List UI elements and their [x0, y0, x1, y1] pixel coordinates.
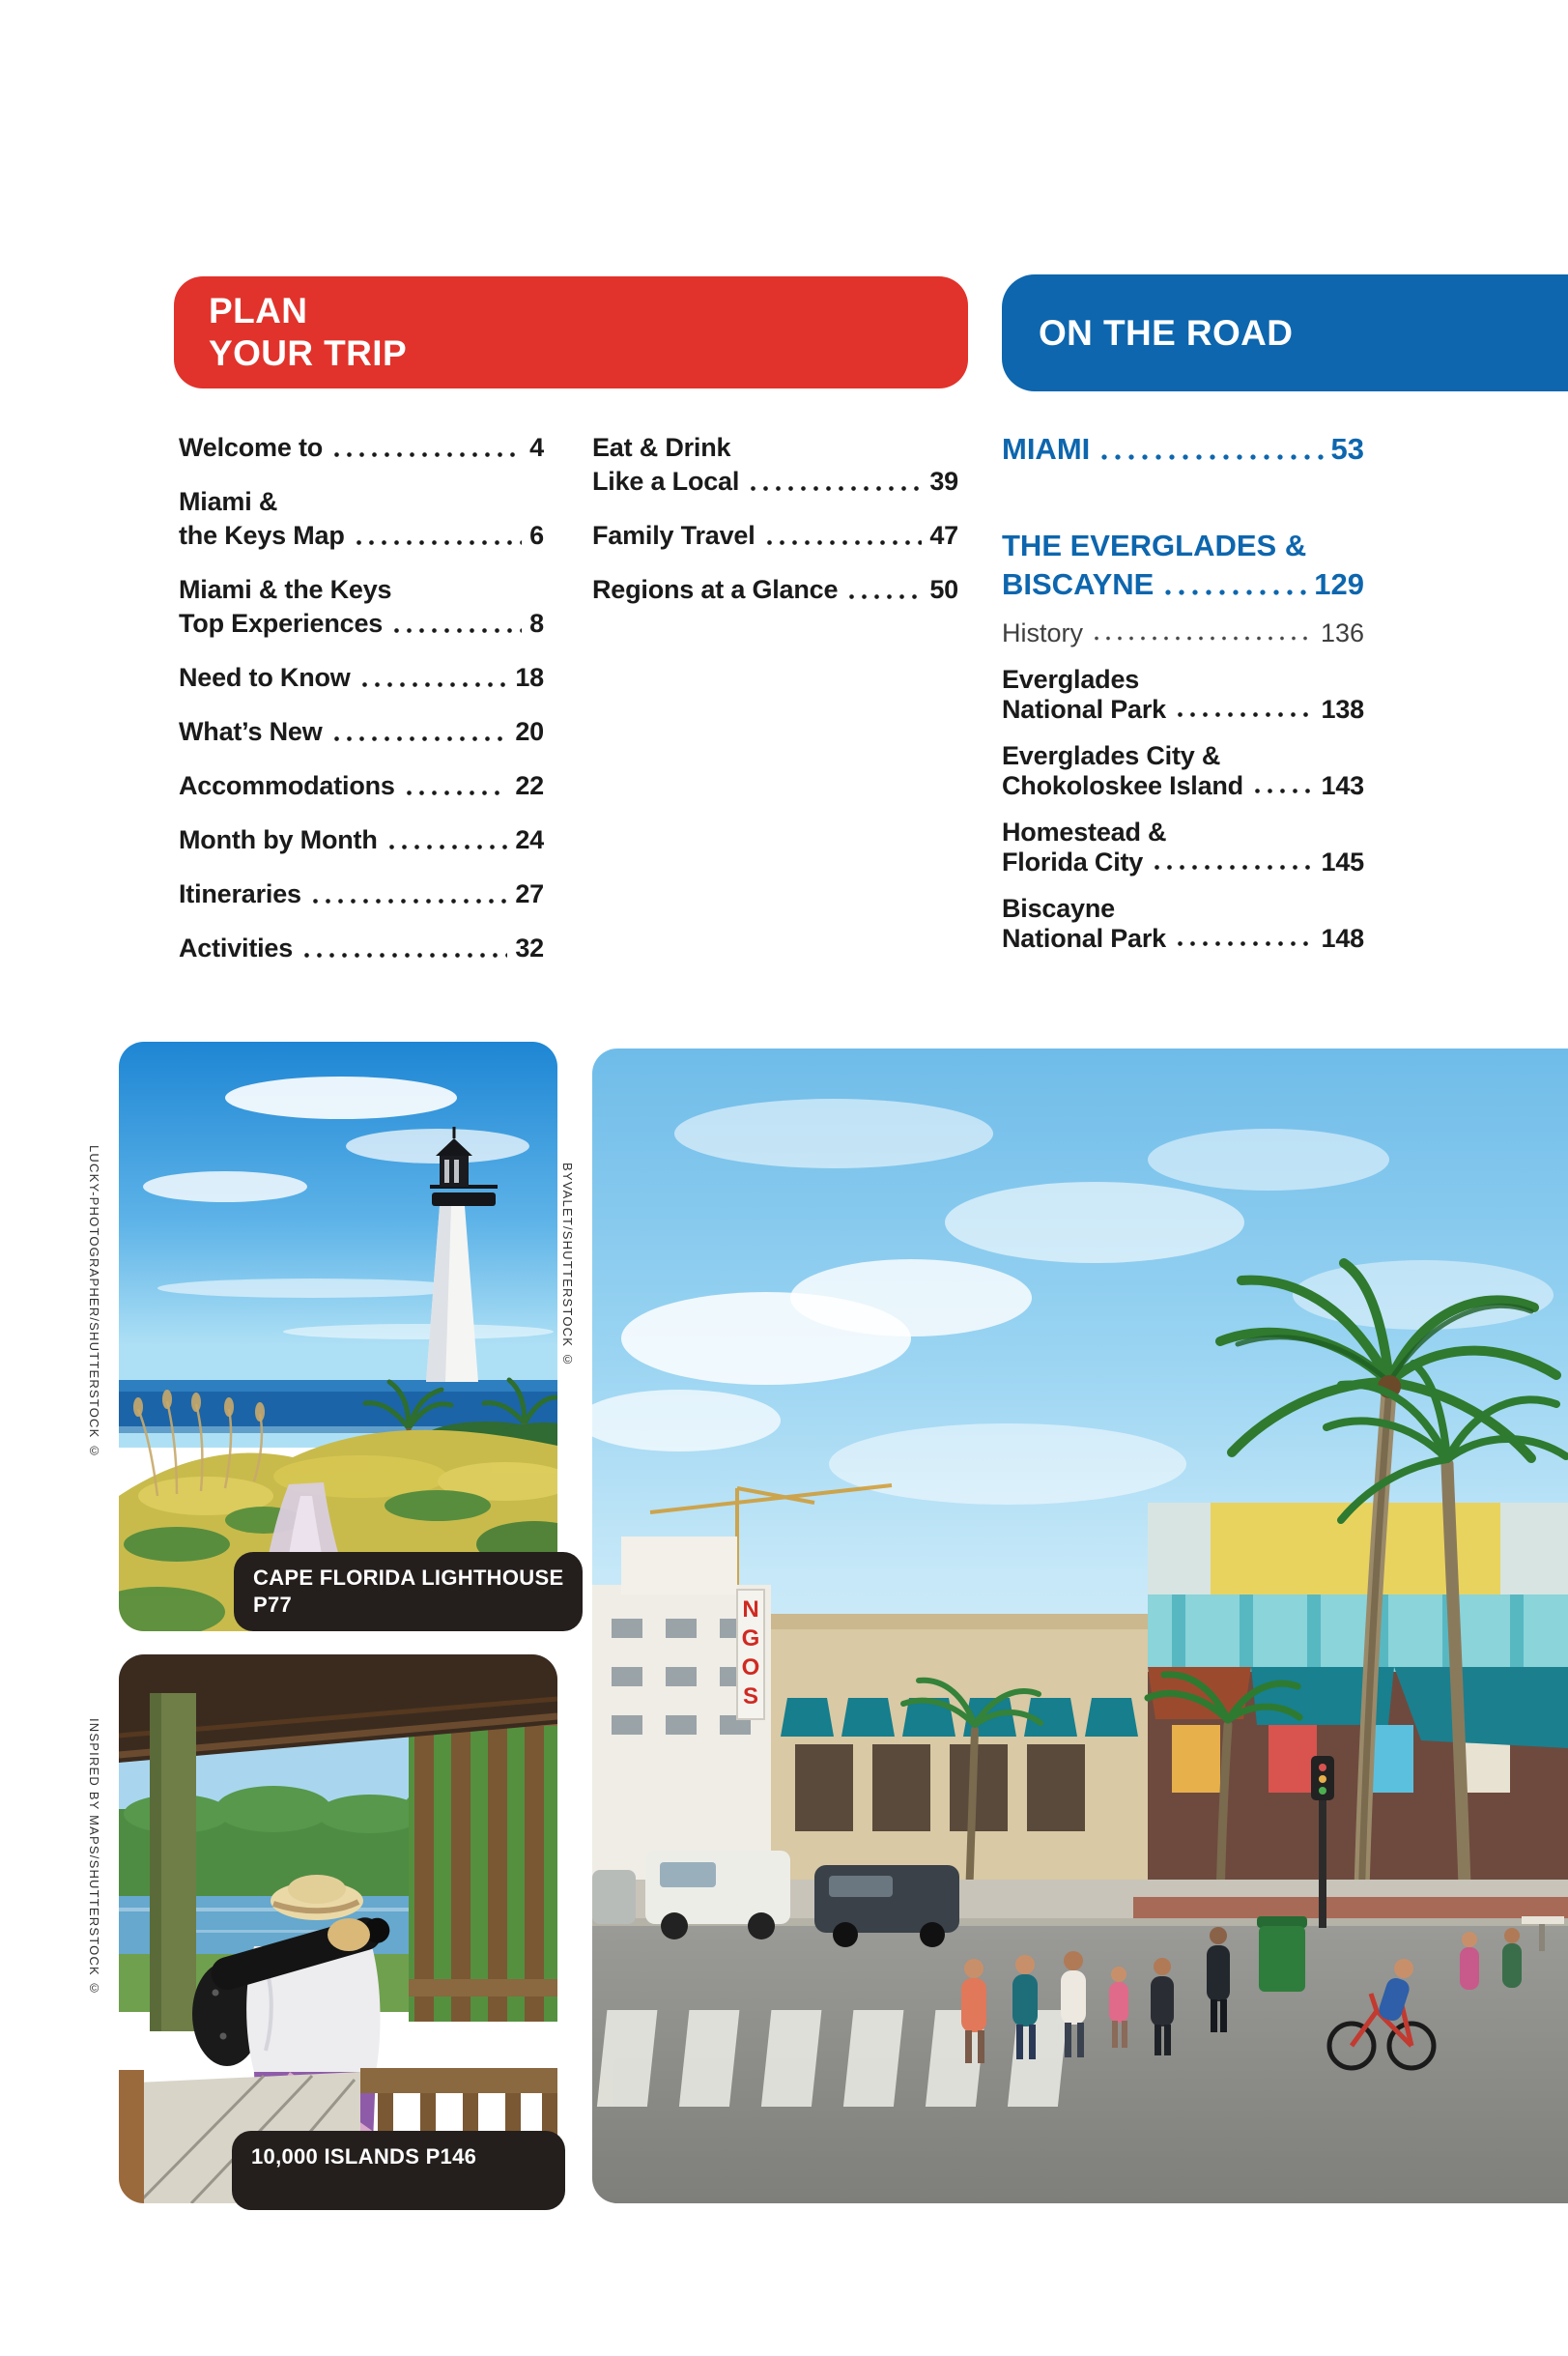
- toc-entry: [1002, 430, 1364, 469]
- toc-entry-label: Biscayne: [1002, 894, 1115, 923]
- page-number: 39: [929, 467, 958, 496]
- toc-entry-line: [179, 769, 544, 803]
- toc-entry-line: [1002, 527, 1364, 565]
- toc-entry: [179, 715, 544, 749]
- toc-entry-line: [179, 877, 544, 911]
- page-number: 4: [529, 433, 544, 462]
- dot-leader: [1172, 924, 1314, 954]
- toc-entry-label: Miami & the Keys: [179, 575, 392, 604]
- toc-entry-line: [1002, 618, 1364, 648]
- toc-entry: [179, 823, 544, 857]
- toc-entry: [179, 485, 544, 553]
- toc-entry-line: [1002, 894, 1364, 924]
- on-the-road-header: [1002, 274, 1568, 391]
- photo-caption-cape-florida: [234, 1552, 583, 1631]
- photo-credit: INSPIRED BY MAPS/SHUTTERSTOCK ©: [87, 1718, 101, 1997]
- toc-column-middle: [592, 431, 958, 627]
- toc-column-left: [179, 431, 544, 986]
- page-number: 6: [529, 521, 544, 550]
- toc-entry: [179, 769, 544, 803]
- page-number: 24: [515, 825, 544, 854]
- toc-entry-line: [1002, 430, 1364, 469]
- toc-entry-label: THE EVERGLADES &: [1002, 529, 1307, 562]
- toc-entry: [592, 431, 958, 499]
- dot-leader: [384, 823, 508, 857]
- toc-entry: [1002, 527, 1364, 604]
- page-number: 8: [529, 609, 544, 638]
- toc-column-right: [1002, 430, 1364, 970]
- page-number: 18: [515, 663, 544, 692]
- page-number: 20: [515, 717, 544, 746]
- toc-entry-line: [592, 431, 958, 465]
- toc-entry-line: [1002, 741, 1364, 771]
- toc-entry: [1002, 818, 1364, 877]
- toc-entry-line: [179, 932, 544, 965]
- toc-entry: [592, 519, 958, 553]
- toc-entry: [1002, 665, 1364, 725]
- road-header-label: ON THE ROAD: [1039, 312, 1294, 353]
- toc-entry-label: Month by Month: [179, 825, 378, 854]
- plan-header-line-1: PLAN: [209, 291, 308, 330]
- toc-entry: [179, 877, 544, 911]
- toc-entry-line: [179, 431, 544, 465]
- toc-entry: [592, 573, 958, 607]
- toc-entry-label: Regions at a Glance: [592, 575, 839, 604]
- photo-cape-florida-lighthouse: [119, 1042, 564, 1631]
- caption-line-1: 10,000 ISLANDS P146: [251, 2144, 477, 2169]
- toc-entry-label: the Keys Map: [179, 521, 345, 550]
- dot-leader: [761, 519, 923, 553]
- dot-leader: [1172, 695, 1314, 725]
- toc-entry-line: [179, 823, 544, 857]
- toc-entry-label: Top Experiences: [179, 609, 384, 638]
- dot-leader: [1249, 771, 1314, 801]
- dot-leader: [328, 431, 522, 465]
- dot-leader: [351, 519, 523, 553]
- toc-entry-label: What’s New: [179, 717, 323, 746]
- photo-miami-street: [592, 1049, 1568, 2203]
- toc-entry: [1002, 618, 1364, 648]
- page-number: 53: [1330, 432, 1364, 466]
- caption-line-1: CAPE FLORIDA LIGHTHOUSE: [253, 1566, 564, 1590]
- street-photo-art: [592, 1049, 1568, 2203]
- page-number: 145: [1321, 848, 1364, 876]
- dot-leader: [1149, 848, 1313, 877]
- toc-entry-label: Eat & Drink: [592, 433, 731, 462]
- dot-leader: [843, 573, 922, 607]
- svg-text:NGOS: N G O S: [741, 1596, 760, 1710]
- toc-entry-line: [1002, 695, 1364, 725]
- dot-leader: [356, 661, 508, 695]
- toc-entry-label: Miami &: [179, 487, 278, 516]
- toc-entry: [179, 431, 544, 465]
- toc-entry: [1002, 894, 1364, 954]
- toc-entry-label: Need to Know: [179, 663, 351, 692]
- dot-leader: [1159, 565, 1306, 604]
- page-number: 138: [1321, 695, 1364, 724]
- page-number: 47: [929, 521, 958, 550]
- toc-entry-label: Everglades: [1002, 665, 1140, 694]
- toc-entry-line: [179, 519, 544, 553]
- toc-entry-line: [592, 519, 958, 553]
- plan-header-line-2: YOUR TRIP: [209, 333, 408, 373]
- dot-leader: [401, 769, 508, 803]
- dot-leader: [299, 932, 507, 965]
- toc-entry-line: [1002, 924, 1364, 954]
- dot-leader: [1089, 618, 1313, 648]
- page-number: 148: [1321, 924, 1364, 953]
- page-number: 50: [929, 575, 958, 604]
- dot-leader: [307, 877, 507, 911]
- toc-entry-label: History: [1002, 618, 1084, 647]
- toc-entry-label: Activities: [179, 934, 294, 963]
- toc-entry-line: [179, 661, 544, 695]
- dot-leader: [1096, 430, 1323, 469]
- toc-entry-label: Everglades City &: [1002, 741, 1221, 770]
- toc-entry-line: [179, 715, 544, 749]
- toc-entry-label: Florida City: [1002, 848, 1144, 876]
- photo-caption-ten-thousand-islands: [232, 2131, 565, 2210]
- photo-ten-thousand-islands: [119, 1654, 557, 2203]
- page-number: 32: [515, 934, 544, 963]
- page-number: 136: [1320, 618, 1364, 647]
- page-number: 22: [515, 771, 544, 800]
- toc-entry-label: Itineraries: [179, 879, 301, 908]
- toc-entry-line: [179, 607, 544, 641]
- toc-entry-label: Accommodations: [179, 771, 395, 800]
- toc-entry-label: National Park: [1002, 695, 1166, 724]
- toc-entry: [179, 573, 544, 641]
- dot-leader: [745, 465, 922, 499]
- toc-entry-line: [179, 573, 544, 607]
- toc-entry-line: [1002, 818, 1364, 848]
- photo-credit: BYVALET/SHUTTERSTOCK ©: [560, 1163, 575, 1368]
- caption-line-2: P77: [253, 1593, 293, 1617]
- toc-entry-line: [1002, 771, 1364, 801]
- toc-entry-line: [179, 485, 544, 519]
- photo-credit: LUCKY-PHOTOGRAPHER/SHUTTERSTOCK ©: [87, 1145, 101, 1459]
- toc-entry-label: National Park: [1002, 924, 1166, 953]
- toc-entry-label: Homestead &: [1002, 818, 1167, 847]
- toc-entry-line: [1002, 565, 1364, 604]
- page-number: 143: [1321, 771, 1364, 800]
- toc-entry-label: Chokoloskee Island: [1002, 771, 1243, 800]
- page-number: 129: [1314, 567, 1364, 601]
- toc-entry-label: Like a Local: [592, 467, 740, 496]
- lighthouse-photo-art: [119, 1042, 557, 1631]
- islands-photo-art: [119, 1654, 557, 2203]
- toc-entry-label: MIAMI: [1002, 432, 1091, 466]
- toc-entry: [179, 661, 544, 695]
- page-number: 27: [515, 879, 544, 908]
- toc-entry-line: [1002, 665, 1364, 695]
- toc-entry-label: Family Travel: [592, 521, 755, 550]
- toc-entry-label: Welcome to: [179, 433, 324, 462]
- toc-entry-line: [592, 573, 958, 607]
- toc-entry-label: BISCAYNE: [1002, 567, 1155, 601]
- plan-your-trip-header: [174, 276, 968, 388]
- toc-entry: [179, 932, 544, 965]
- toc-entry-line: [1002, 848, 1364, 877]
- toc-entry: [1002, 741, 1364, 801]
- dot-leader: [388, 607, 522, 641]
- dot-leader: [328, 715, 508, 749]
- toc-entry-line: [592, 465, 958, 499]
